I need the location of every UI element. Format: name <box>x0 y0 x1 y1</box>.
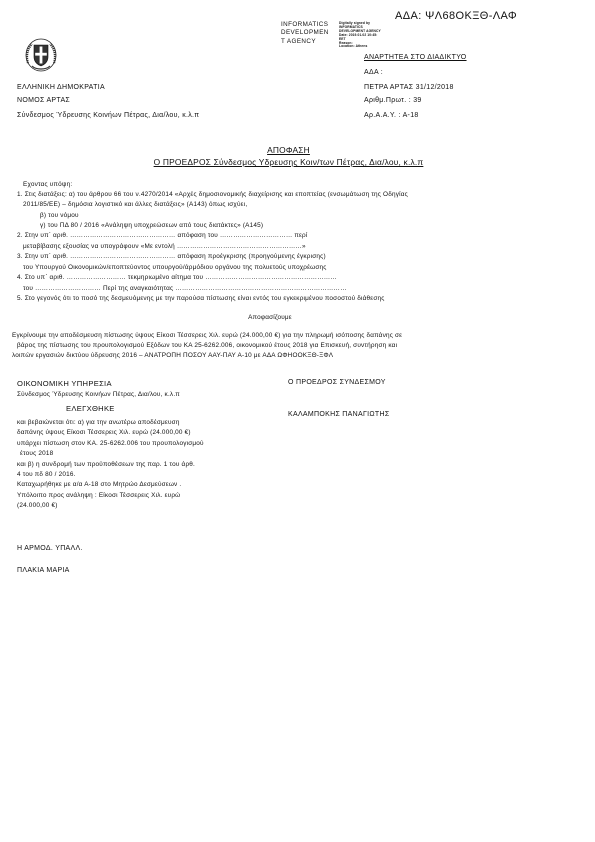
consideration-line: του ………………………… Περί της αναγκαιότητας …………………………………………………………………… <box>23 285 347 292</box>
consideration-line: 4. Στο υπ΄ αριθ. ……………………… τεκμηριωμένο αίτημα του …………………………………………………… <box>17 274 337 281</box>
ida-detail-line: Location: Athens <box>339 44 368 49</box>
header-date: ΠΕΤΡΑ ΑΡΤΑΣ 31/12/2018 <box>364 84 454 91</box>
consideration-line: 1. Στις διατάξεις: α) του άρθρου 66 του ν.4270/2014 «Αρχές δημοσιονομικής διαχείρισης και εποπτείας (ενσωμάτωση της Οδηγίας <box>17 191 408 198</box>
ida-title-line: INFORMATICS <box>281 21 329 28</box>
finance-organization: Σύνδεσμος Ύδρευσης Κοινήων Πέτρας, Δια/λου, κ.λ.π <box>17 391 180 398</box>
posting-notice: ΑΝΑΡΤΗΤΕΑ ΣΤΟ ΔΙΑΔΙΚΤΥΟ <box>364 54 467 61</box>
ida-detail-line: Date: 2019.01.02 10:45: <box>339 32 378 37</box>
consideration-line: 3. Στην υπ΄ αριθ. ………………………………………… απόφαση προέγκρισης (προηγούμενης έγκρισης) <box>17 253 326 260</box>
finance-service-title: ΟΙΚΟΝΟΜΙΚΗ ΥΠΗΡΕΣΙΑ <box>17 379 112 388</box>
approval-line: λοιπών εργασιών δικτύου ύδρευσης 2016 – ΑΝΑΤΡΟΠΗ ΠΟΣΟΥ ΑΑΥ-ΠΑΥ Α-10 με ΑΔΑ ΩΦΗΟΟΚΞΘ-ΞΦΛ <box>12 352 334 359</box>
employee-name: ΠΛΑΚΙΑ ΜΑΡΙΑ <box>17 567 70 574</box>
header-prefecture: ΝΟΜΟΣ ΑΡΤΑΣ <box>17 97 71 104</box>
approval-line: Εγκρίνουμε την αποδέσμευση πίστωσης ύψους Είκοσι Τέσσερεις Χιλ. ευρώ (24.000,00 €) για την πληρωμή ισόποσης δαπάνης σε <box>12 332 403 339</box>
consideration-line: 2011/85/ΕΕ) – δημόσια λογιστικό και άλλες διατάξεις» (Α143) όπως ισχύει, <box>23 201 248 208</box>
ida-detail-line: EET <box>339 36 346 41</box>
header-organization: Σύνδεσμος Ύδρευσης Κοινήων Πέτρας, Δια/λου, κ.λ.π <box>17 112 200 119</box>
ida-title-line: T AGENCY <box>281 37 316 45</box>
approval-line: βάρος της πίστωσης του προυπολογισμού Εξόδων του ΚΑ 25-6262.006, οικονομικού έτους 2018 για Επισκευή, συντήρηση και <box>17 342 398 349</box>
considering-heading: Εχοντας υπόψη: <box>23 181 73 188</box>
consideration-line: του Υπουργού Οικονομικών/εποπτεύοντος υπουργού/άρμόδιου οργάνου της πολυετούς υποχρέωσης <box>23 264 327 271</box>
header-aay-number: Αρ.Α.Α.Υ. : Α-18 <box>364 112 419 119</box>
consideration-line: μεταβίβασης εξουσίας να υπογράφουν «Με εντολή …………………………………………………» <box>23 243 306 250</box>
ida-detail-line: INFORMATICS <box>339 24 363 29</box>
finance-line: και βεβαιώνεται ότι: α) για την ανωτέρω αποδέσμευση <box>17 419 180 426</box>
ida-signature-details <box>339 22 381 49</box>
checked-label: ΕΛΕΓΧΘΗΚΕ <box>66 404 115 413</box>
finance-line: και β) η συνδρομή των προϋποθέσεων της παρ. 1 του άρθ. <box>17 461 196 468</box>
issuer-title: Ο ΠΡΟΕΔΡΟΣ Σύνδεσμος Υδρευσης Κοιν/των Πέτρας, Δια/λου, κ.λ.π <box>153 157 424 167</box>
finance-line: 4 του πδ 80 / 2016. <box>17 471 76 478</box>
decide-heading: Αποφασίζουμε <box>248 314 292 321</box>
finance-line: υπάρχει πίστωση στον ΚΑ. 25-6262.006 του προυπολογισμού <box>17 440 204 447</box>
ida-detail-line: Reason: <box>339 40 353 45</box>
finance-line: δαπάνης ύψους Είκοσι Τέσσερεις Χιλ. ευρώ (24.000,00 €) <box>17 429 191 436</box>
ida-detail-line: Digitally signed by <box>339 21 371 25</box>
president-name: ΚΑΛΑΜΠΟΚΗΣ ΠΑΝΑΓΙΩΤΗΣ <box>288 411 390 418</box>
header-protocol-number: Αριθμ.Πρωτ. : 39 <box>364 97 422 104</box>
finance-line: έτους 2018 <box>20 450 54 457</box>
finance-line: Καταχωρήθηκε με α/α Α-18 στο Μητρώο Δεσμεύσεων . <box>17 481 182 488</box>
decision-title: ΑΠΟΦΑΣΗ <box>267 145 310 155</box>
header-republic: ΕΛΛΗΝΙΚΗ ΔΗΜΟΚΡΑΤΙΑ <box>17 84 105 91</box>
employee-title: Η ΑΡΜΟΔ. ΥΠΑΛΛ. <box>17 545 83 552</box>
greek-emblem-icon <box>22 37 60 73</box>
president-title: Ο ΠΡΟΕΔΡΟΣ ΣΥΝΔΕΣΜΟΥ <box>288 379 386 386</box>
consideration-line: γ) του ΠΔ 80 / 2016 «Ανάληψη υποχρεώσεων από τους διατάκτες» (Α145) <box>40 222 264 229</box>
consideration-line: β) του νόμου <box>40 212 79 219</box>
finance-line: (24.000,00 €) <box>17 502 58 509</box>
consideration-line: 2. Στην υπ΄ αριθ. ………………………………………… απόφαση του …………………………… περί <box>17 232 308 239</box>
finance-line: Υπόλοιπο προς ανάληψη : Είκοσι Τέσσερεις Χιλ. ευρώ <box>17 492 181 499</box>
ida-detail-line: DEVELOPMENT AGENCY <box>339 28 381 33</box>
consideration-line: 5. Στο γεγονός ότι το ποσό της δεσμευόμενης με την παρούσα πίστωσης είναι εντός του εγκεκριμένου ποσοστού διάθεσης <box>17 295 385 302</box>
ida-title-line: DEVELOPMEN <box>281 29 329 37</box>
header-ada: ΑΔΑ : <box>364 69 384 76</box>
ada-code-top: ΑΔΑ: ΨΛ68ΟΚΞΘ-ΛΑΦ <box>395 10 518 22</box>
ida-signature-title <box>281 21 329 46</box>
